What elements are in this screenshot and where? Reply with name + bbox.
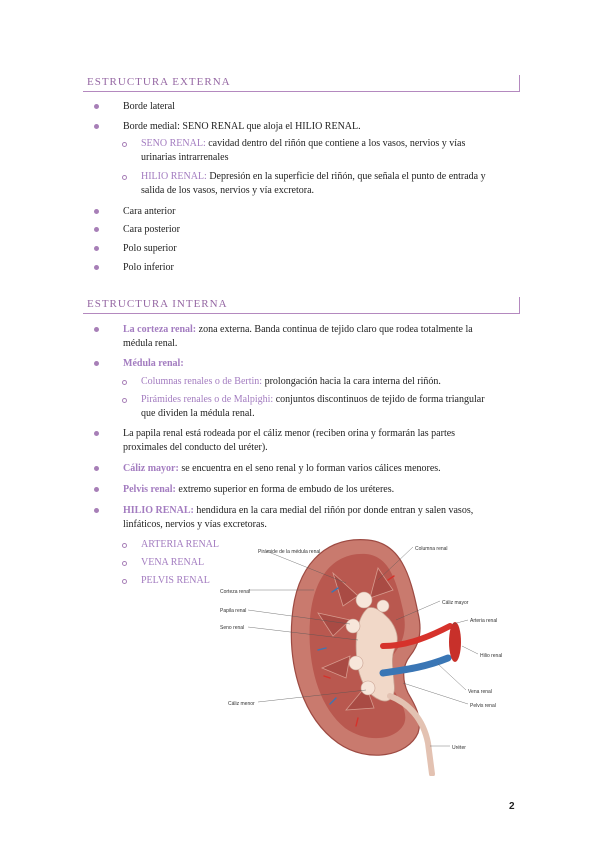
list-item-text: Borde lateral	[123, 101, 175, 112]
term-pelvis-renal: Pelvis renal:	[123, 484, 176, 495]
page-number: 2	[509, 801, 515, 812]
sub-bullet-icon	[122, 561, 127, 566]
definition-text: Depresión en la superficie del riñón, que señala el punto de entrada y	[206, 171, 486, 182]
sub-bullet-icon	[122, 380, 127, 385]
sub-bullet-icon	[122, 398, 127, 403]
sub-list-item-text: VENA RENAL	[141, 557, 205, 568]
definition-text: hendidura en la cara medial del riñón por donde entran y salen vasos,	[193, 505, 474, 516]
list-item-text: Cara anterior	[123, 206, 176, 217]
list-item-text	[123, 323, 473, 351]
bullet-icon	[94, 265, 99, 270]
sub-list-item-text	[141, 375, 441, 389]
term-hilio-renal-2: HILIO RENAL:	[123, 505, 194, 516]
bullet-icon	[94, 431, 99, 436]
term-corteza-renal: La corteza renal:	[123, 324, 197, 335]
sub-bullet-icon	[122, 543, 127, 548]
label-vena-renal: Vena renal	[468, 689, 492, 695]
definition-text: urinarias intrarrenales	[141, 152, 229, 163]
definition-text: zona externa. Banda continua de tejido claro que rodea totalmente la	[196, 324, 473, 335]
label-ureter: Uréter	[452, 745, 466, 751]
list-item-text	[123, 427, 455, 455]
definition-text: conjuntos discontinuos de tejido de forma triangular	[273, 394, 485, 405]
sub-list-item-text	[141, 170, 486, 198]
definition-text: proximales del conducto del uréter).	[123, 442, 268, 453]
sub-list-item-text: PELVIS RENAL	[141, 575, 210, 586]
bullet-icon	[94, 361, 99, 366]
list-item-text: Cara posterior	[123, 224, 180, 235]
bullet-icon	[94, 327, 99, 332]
sub-bullet-icon	[122, 579, 127, 584]
label-caliz-menor: Cáliz menor	[228, 701, 255, 707]
definition-text: linfáticos, nervios y vías excretoras.	[123, 519, 267, 530]
bullet-icon	[94, 227, 99, 232]
term-piramides-renales: Pirámides renales o de Malpighi:	[141, 394, 274, 405]
label-piramide: Pirámide de la médula renal	[258, 549, 321, 555]
label-pelvis-renal: Pelvis renal	[470, 703, 496, 709]
definition-text: salida de los vasos, nervios y vía excretora.	[141, 185, 315, 196]
renal-artery-stump	[449, 622, 461, 662]
term-seno-renal: SENO RENAL:	[141, 138, 206, 149]
sub-bullet-icon	[122, 175, 127, 180]
term-columnas-renales: Columnas renales o de Bertin:	[141, 376, 263, 387]
term-hilio-renal: HILIO RENAL:	[141, 171, 207, 182]
bullet-icon	[94, 487, 99, 492]
bullet-icon	[94, 508, 99, 513]
label-columna-renal: Columna renal	[415, 546, 448, 552]
bullet-icon	[94, 124, 99, 129]
definition-text: se encuentra en el seno renal y lo forman varios cálices menores.	[178, 463, 441, 474]
label-hilio-renal: Hilio renal	[480, 653, 503, 659]
definition-text: cavidad dentro del riñón que contiene a los vasos, nervios y vías	[205, 138, 466, 149]
bullet-icon	[94, 209, 99, 214]
kidney-anatomy-figure	[218, 528, 508, 776]
sub-list-item-text	[141, 137, 465, 165]
sub-bullet-icon	[122, 142, 127, 147]
sub-list-item-text	[141, 393, 485, 421]
list-item-text: Borde medial: SENO RENAL que aloja el HILIO RENAL.	[123, 121, 361, 132]
list-item-text	[123, 483, 394, 497]
label-caliz-mayor: Cáliz mayor	[442, 600, 469, 606]
list-item-text: Polo superior	[123, 243, 177, 254]
term-medula-renal: Médula renal:	[123, 358, 184, 369]
definition-text: médula renal.	[123, 338, 178, 349]
definition-text: extremo superior en forma de embudo de los uréteres.	[175, 484, 395, 495]
definition-text: prolongación hacia la cara interna del riñón.	[262, 376, 441, 387]
section-heading-estructura-interna: ESTRUCTURA INTERNA	[83, 297, 520, 314]
bullet-icon	[94, 246, 99, 251]
definition-text: que dividen la médula renal.	[141, 408, 255, 419]
bullet-icon	[94, 104, 99, 109]
section-heading-estructura-externa: ESTRUCTURA EXTERNA	[83, 75, 520, 92]
label-seno-renal: Seno renal	[220, 625, 245, 631]
label-papila-renal: Papila renal	[220, 608, 247, 614]
label-arteria-renal: Arteria renal	[470, 618, 498, 624]
list-item-text: Polo inferior	[123, 262, 174, 273]
sub-list-item-text: ARTERIA RENAL	[141, 539, 220, 550]
definition-text: La papila renal está rodeada por el cáliz menor (reciben orina y formarán las partes	[123, 428, 456, 439]
term-caliz-mayor: Cáliz mayor:	[123, 463, 179, 474]
bullet-icon	[94, 466, 99, 471]
label-corteza-renal: Corteza renal	[220, 589, 251, 595]
list-item-text	[123, 462, 441, 476]
